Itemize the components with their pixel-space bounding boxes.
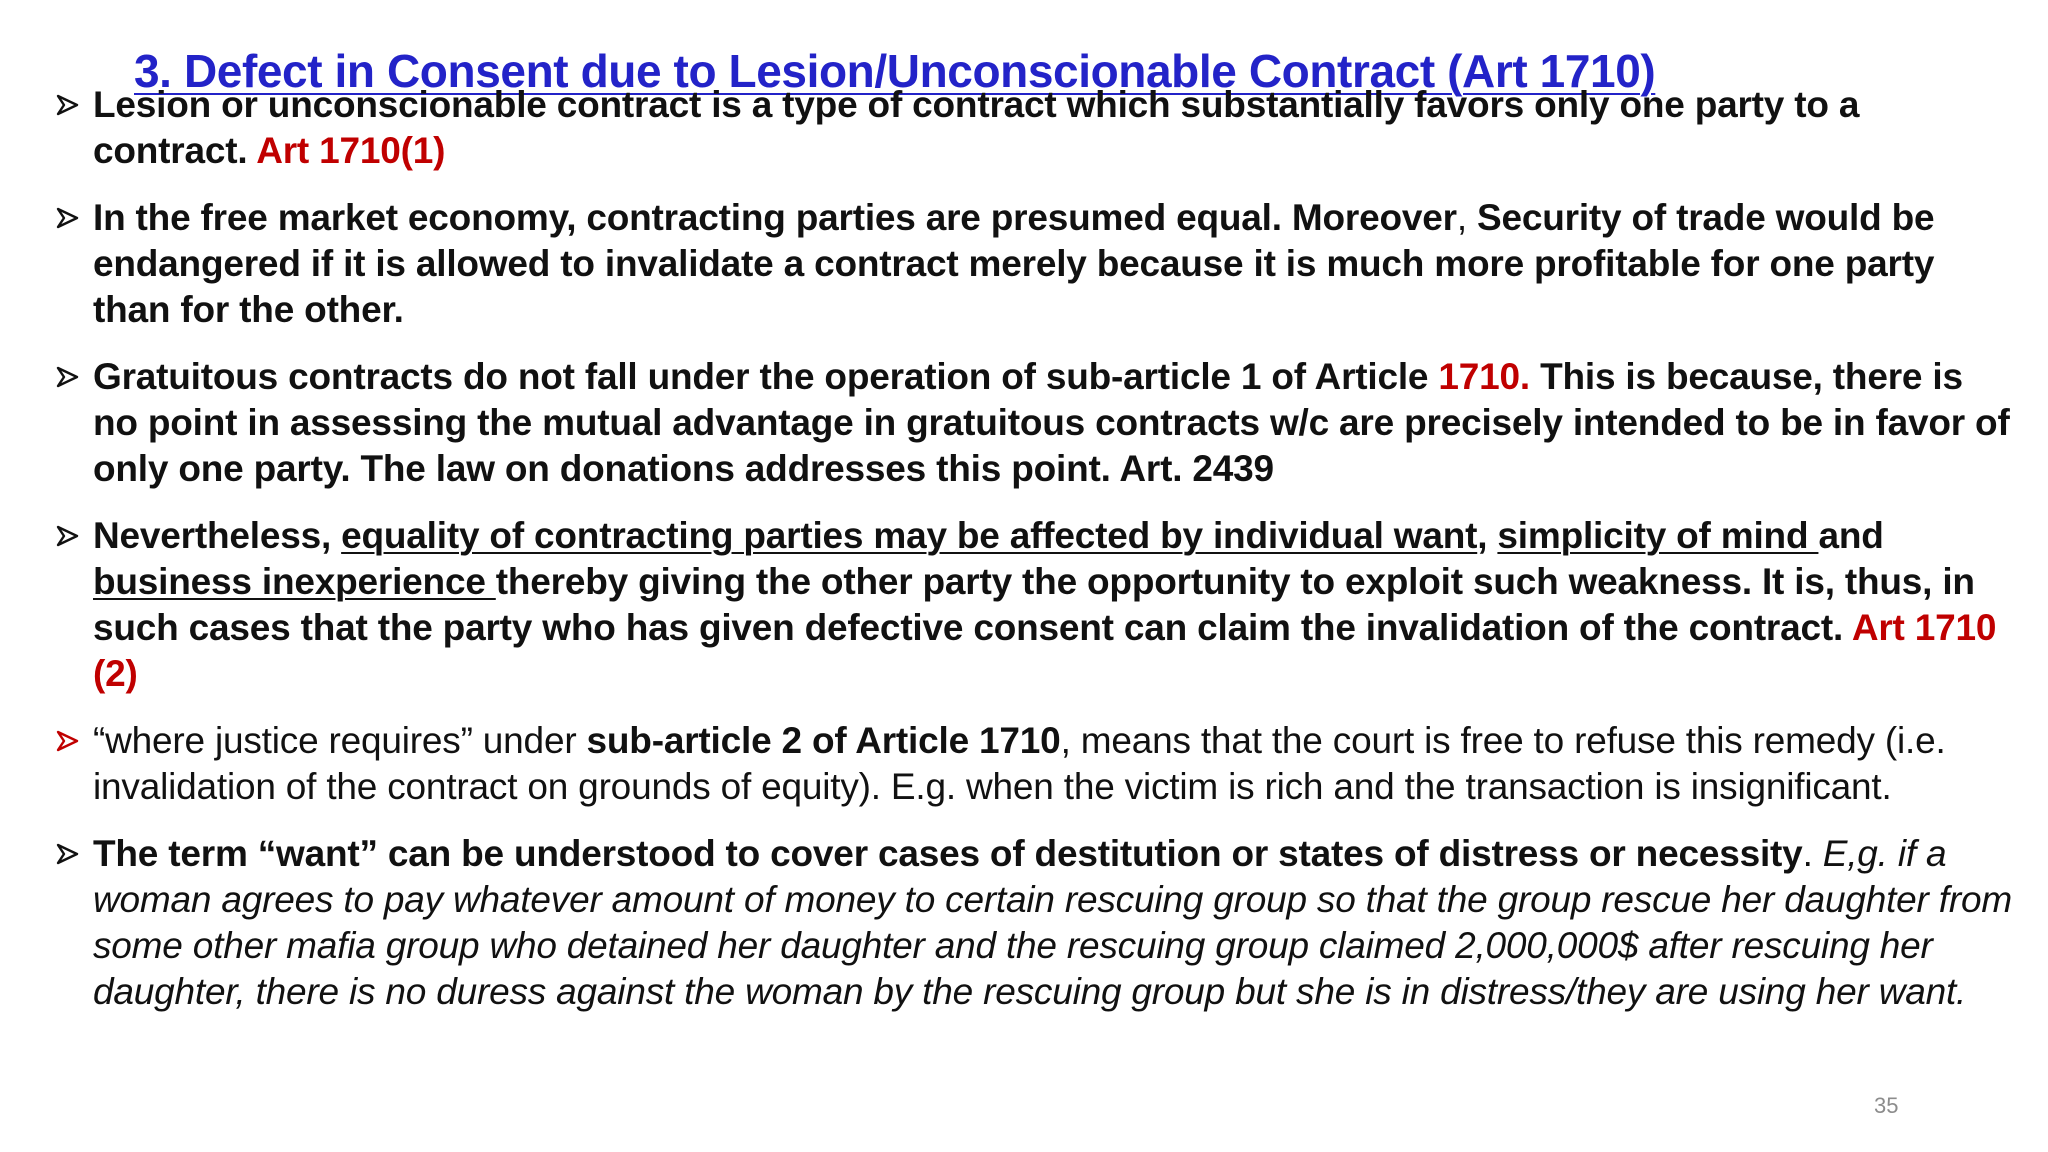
bullet-text: Gratuitous contracts do not fall under the operation of sub-article 1 of Article: [93, 356, 1439, 397]
bullet-continuation: thereby giving the other party the opportunity to exploit such weakness. It is, thus, in such cases that the party who has given defective consent can claim the invalidation of the contract.: [93, 561, 1975, 648]
bullet-bold-text: The term “want” can be understood to cover cases of destitution or states of distress or necessity: [93, 833, 1803, 874]
bullet-lesion-definition: [56, 82, 2016, 174]
bullet-text: In the free market economy, contracting parties are presumed equal. Moreover: [93, 197, 1457, 238]
article-reference: Art 1710(1): [256, 130, 446, 171]
bullet-text: Lesion or unconscionable contract is a type of contract which substantially favors only one party to a contract.: [93, 84, 1860, 171]
bullet-where-justice-requires: [56, 718, 2016, 810]
bullet-lead: Nevertheless,: [93, 515, 342, 556]
page-number: 35: [1874, 1093, 1899, 1118]
bullet-connector: and: [1818, 515, 1884, 556]
bullet-punctuation: ,: [1456, 197, 1467, 238]
underlined-phrase: equality of contracting parties may be affected by individual want: [341, 515, 1478, 556]
article-reference: Art 1710 (2): [93, 607, 1997, 694]
arrowhead-icon: [56, 82, 86, 128]
slide-title: 3. Defect in Consent due to Lesion/Unconscionable Contract (Art 1710): [134, 44, 1656, 97]
bullet-free-market: [56, 195, 2016, 333]
bullet-quote: “where justice requires” under: [93, 720, 587, 761]
bullet-continuation: , means that the court is free to refuse this remedy (i.e. invalidation of the contract on grounds of equity). E.g. when the victim is rich and the transaction is insignificant.: [93, 720, 1946, 807]
bullet-continuation: This is because, there is no point in assessing the mutual advantage in gratuitous contracts w/c are precisely intended to be in favor of only one party. The law on donations addresses this point. Art. 2439: [93, 356, 2010, 489]
underlined-phrase: business inexperience: [93, 561, 496, 602]
arrowhead-icon: [56, 354, 86, 400]
arrowhead-icon: [56, 718, 86, 764]
arrowhead-icon: [56, 513, 86, 559]
underlined-phrase: simplicity of mind: [1497, 515, 1819, 556]
bullet-punctuation: .: [1802, 833, 1823, 874]
bullet-term-want: [56, 831, 2016, 1015]
arrowhead-icon: [56, 831, 86, 877]
arrowhead-icon: [56, 195, 86, 241]
article-reference: 1710.: [1438, 356, 1530, 397]
bullet-comma: ,: [1477, 515, 1498, 556]
bullet-bold-reference: sub-article 2 of Article 1710: [586, 720, 1061, 761]
bullet-equality-affected: [56, 513, 2016, 697]
bullet-list: [56, 82, 2016, 1036]
bullet-example: E,g. if a woman agrees to pay whatever amount of money to certain rescuing group so that the group rescue her daughter from some other mafia group who detained her daughter and the rescuing group claimed 2,000,000$ after rescuing her daughter, there is no duress against the woman by the rescuing group but she is in distress/they are using her want.: [93, 833, 2012, 1012]
bullet-continuation: Security of trade would be endangered if it is allowed to invalidate a contract merely because it is much more profitable for one party than for the other.: [93, 197, 1935, 330]
bullet-gratuitous-contracts: [56, 354, 2016, 492]
